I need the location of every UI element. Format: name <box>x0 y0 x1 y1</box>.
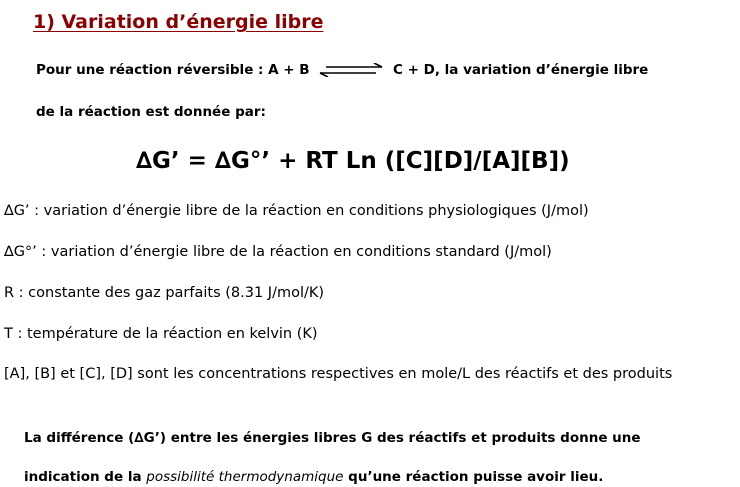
intro-reaction-products: C + D, la variation d’énergie libre <box>393 62 649 78</box>
conclusion-line-2 <box>24 469 603 485</box>
definition-delta-g-standard: ∆G°’ : variation d’énergie libre de la réaction en conditions standard (J/mol) <box>4 244 552 260</box>
definition-t: T : température de la réaction en kelvin (K) <box>4 326 318 342</box>
intro-line-1 <box>36 62 648 78</box>
section-heading: 1) Variation d’énergie libre <box>33 11 324 33</box>
conclusion-suffix: qu’une réaction puisse avoir lieu. <box>343 469 604 485</box>
intro-line-2: de la réaction est donnée par: <box>36 104 266 120</box>
reversible-arrow-icon <box>318 63 384 77</box>
free-energy-formula: ∆G’ = ∆G°’ + RT Ln ([C][D]/[A][B]) <box>136 148 570 174</box>
intro-reaction-reactants: Pour une réaction réversible : A + B <box>36 62 310 78</box>
definition-delta-g: ∆G’ : variation d’énergie libre de la réaction en conditions physiologiques (J/mol) <box>4 203 589 219</box>
conclusion-emphasis: possibilité thermodynamique <box>146 469 344 485</box>
definition-r: R : constante des gaz parfaits (8.31 J/mol/K) <box>4 285 325 301</box>
conclusion-line-1: La différence (∆G’) entre les énergies libres G des réactifs et produits donne une <box>24 430 641 446</box>
conclusion-prefix: indication de la <box>24 469 147 485</box>
definition-concentrations: [A], [B] et [C], [D] sont les concentrations respectives en mole/L des réactifs et des produits <box>4 366 673 382</box>
